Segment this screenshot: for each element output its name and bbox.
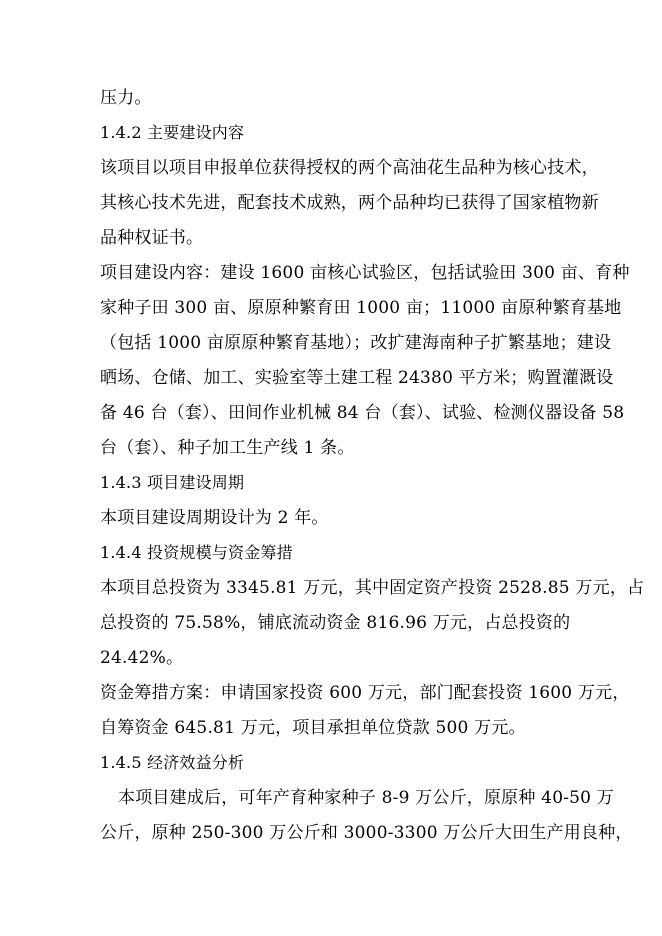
- text-line: 本项目建成后，可年产育种家种子 8-9 万公斤，原原种 40-50 万: [118, 788, 614, 808]
- text-line: 品种权证书。: [100, 228, 204, 248]
- text-line: 本项目总投资为 3345.81 万元，其中固定资产投资 2528.85 万元，占: [100, 578, 645, 598]
- text-line: 压力。: [100, 88, 152, 108]
- text-line: 台（套）、种子加工生产线 1 条。: [100, 438, 355, 458]
- text-line: 自筹资金 645.81 万元，项目承担单位贷款 500 万元。: [100, 718, 526, 738]
- text-line: 总投资的 75.58%，铺底流动资金 816.96 万元，占总投资的: [100, 613, 571, 633]
- text-line: 公斤，原种 250-300 万公斤和 3000-3300 万公斤大田生产用良种，: [100, 823, 633, 843]
- section-heading-1-4-3: 1.4.3 项目建设周期: [100, 473, 245, 492]
- section-heading-1-4-4: 1.4.4 投资规模与资金筹措: [100, 543, 293, 562]
- text-line: 24.42%。: [100, 648, 184, 668]
- section-heading-1-4-2: 1.4.2 主要建设内容: [100, 123, 245, 142]
- text-line: 家种子田 300 亩、原原种繁育田 1000 亩；11000 亩原种繁育基地: [100, 298, 622, 318]
- text-line: 本项目建设周期设计为 2 年。: [100, 508, 329, 528]
- section-heading-1-4-5: 1.4.5 经济效益分析: [100, 753, 245, 772]
- text-line: （包括 1000 亩原原种繁育基地）；改扩建海南种子扩繁基地；建设: [100, 333, 612, 353]
- text-line: 晒场、仓储、加工、实验室等土建工程 24380 平方米；购置灌溉设: [100, 368, 614, 388]
- text-line: 其核心技术先进，配套技术成熟，两个品种均已获得了国家植物新: [100, 193, 599, 213]
- text-line: 资金筹措方案：申请国家投资 600 万元，部门配套投资 1600 万元，: [100, 683, 630, 703]
- text-line: 项目建设内容：建设 1600 亩核心试验区，包括试验田 300 亩、育种: [100, 263, 630, 283]
- text-line: 该项目以项目申报单位获得授权的两个高油花生品种为核心技术，: [100, 158, 599, 178]
- text-line: 备 46 台（套）、田间作业机械 84 台（套）、试验、检测仪器设备 58: [100, 403, 625, 423]
